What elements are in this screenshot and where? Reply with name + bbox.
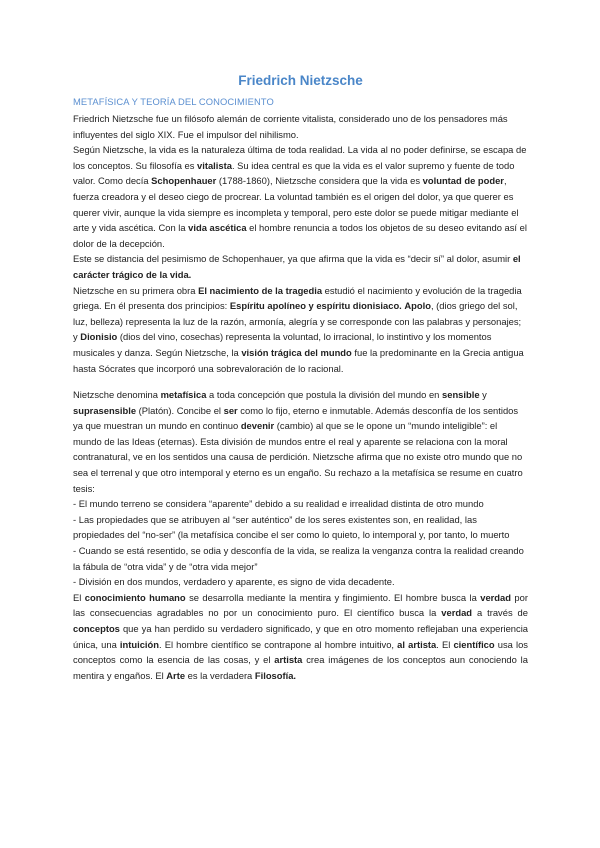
- text-run: . Su idea central es que la vida es el valor supremo y fuente de todo valor. Como decía: [73, 159, 515, 187]
- bold-term: Arte: [166, 669, 186, 681]
- text-run: es la verdadera: [185, 669, 255, 681]
- text-run: (cambio) al que se le opone un “mundo inteligible”: el mundo de las Ideas (eternas). Esta división de mundos entre el real y aparente se relaciona con la moral contranatural, ve en los sentidos una causa de perdición. Nietzsche afirma que no existe otro mundo que no sea el terrenal y que otro intemporal y eterno es un engaño. Su rechazo a la metafísica se resume en cuatro tesis:: [73, 420, 523, 494]
- bold-term: Filosofía.: [254, 669, 297, 681]
- bold-term: conocimiento humano: [84, 591, 186, 603]
- text-run: - Las propiedades que se atribuyen al “ser auténtico” de los seres existentes son, en realidad, las propiedades del “no-ser” (la metafísica concibe el ser como lo quieto, lo intemporal y, por tanto, lo muerto: [73, 513, 510, 541]
- bold-term: sensible: [442, 389, 480, 401]
- document-content: [73, 72, 528, 683]
- bold-term: el carácter trágico de la vida.: [73, 253, 521, 280]
- bold-term: vitalista: [197, 159, 232, 171]
- text-run: (1788-1860), Nietzsche considera que la vida es: [216, 175, 423, 187]
- text-run: crea imágenes de los conceptos aun conociendo la mentira y engaños. El: [73, 654, 528, 681]
- bold-term: ser: [223, 404, 238, 416]
- text-run: Según Nietzsche, la vida es la naturaleza última de toda realidad. La vida al no poder definirse, se escapa de los conceptos. Su filosofía es: [73, 144, 527, 171]
- paragraph: [73, 512, 528, 543]
- bold-term: suprasensible: [73, 404, 137, 416]
- paragraph: [73, 590, 528, 684]
- text-run: usa los conceptos como la esencia de las cosas, y el: [73, 638, 528, 666]
- paragraph: [73, 496, 528, 512]
- bold-term: El nacimiento de la tragedia: [198, 284, 323, 296]
- text-run: (Platón). Concibe el: [136, 404, 224, 416]
- paragraph: [73, 251, 528, 282]
- bold-term: científico: [453, 638, 495, 650]
- text-run: Este se distancia del pesimismo de Schopenhauer, ya que afirma que la vida es “decir sí” al dolor, asumir: [73, 253, 513, 265]
- paragraph: [73, 387, 528, 496]
- text-run: estudió el nacimiento y evolución de la tragedia griega. En él presenta dos principios:: [73, 284, 522, 312]
- paragraphs: [73, 111, 528, 683]
- paragraph: [73, 543, 528, 574]
- bold-term: al artista: [397, 638, 437, 650]
- bold-term: verdad: [441, 607, 473, 619]
- text-run: . El hombre científico se contrapone al hombre intuitivo,: [158, 638, 398, 650]
- bold-term: visión trágica del mundo: [241, 346, 352, 358]
- text-run: a toda concepción que postula la división del mundo en: [206, 389, 443, 401]
- text-run: fue la predominante en la Grecia antigua hasta Sócrates que incorporó una sobrevaloración de lo racional.: [73, 346, 524, 374]
- bold-term: Schopenhauer: [151, 175, 217, 187]
- paragraph-gap: [73, 376, 528, 387]
- text-run: - División en dos mundos, verdadero y aparente, es signo de vida decadente.: [73, 576, 395, 588]
- text-run: El: [73, 591, 85, 603]
- text-run: como lo fijo, eterno e inmutable. Además desconfía de los sentidos ya que muestran un mundo en continuo: [73, 404, 519, 432]
- bold-term: Espíritu apolíneo y espíritu dionisiaco.: [229, 300, 402, 312]
- bold-term: metafísica: [160, 389, 207, 401]
- section-heading: METAFÍSICA Y TEORÍA DEL CONOCIMIENTO: [73, 96, 274, 107]
- bold-term: Dionisio: [80, 331, 118, 343]
- text-run: y: [479, 389, 487, 401]
- text-run: a través de: [472, 607, 528, 619]
- bold-term: voluntad de poder: [422, 175, 504, 187]
- text-run: se desarrolla mediante la mentira y fingimiento. El hombre busca la: [185, 591, 481, 603]
- text-run: - El mundo terreno se considera “aparente” debido a su realidad e irrealidad distinta de otro mundo: [73, 498, 484, 510]
- text-run: Nietzsche en su primera obra: [73, 284, 199, 296]
- bold-term: Apolo: [404, 300, 431, 312]
- text-run: por las consecuencias agradables no por un conocimiento puro. El científico busca la: [73, 591, 528, 619]
- text-run: Friedrich Nietzsche fue un filósofo alemán de corriente vitalista, considerado uno de los pensadores más influyentes del siglo XIX. Fue el impulsor del nihilismo.: [73, 113, 508, 140]
- bold-term: vida ascética: [188, 222, 247, 234]
- bold-term: conceptos: [73, 623, 120, 634]
- paragraph: [73, 283, 528, 377]
- text-run: . El: [436, 638, 454, 650]
- text-run: (dios del vino, cosechas) representa la voluntad, lo irracional, lo instintivo y los momentos musicales y danza. Según Nietzsche, la: [73, 331, 492, 358]
- text-run: que ya han perdido su verdadero significado, y que en otro momento reflejaban una experiencia única, una: [73, 623, 528, 650]
- paragraph: [73, 574, 528, 590]
- text-run: - Cuando se está resentido, se odia y desconfía de la vida, se realiza la venganza contra la realidad creando la fábula de “otra vida” y de “otra vida mejor”: [73, 545, 524, 572]
- document-title: Friedrich Nietzsche: [238, 73, 363, 88]
- bold-term: verdad: [480, 591, 511, 603]
- text-run: Nietzsche denomina: [73, 389, 161, 401]
- bold-term: intuición: [119, 638, 159, 650]
- paragraph: [73, 111, 528, 142]
- bold-term: artista: [274, 654, 303, 666]
- text-run: , fuerza creadora y el deseo ciego de procrear. La voluntad también es el origen del dolor, ya que querer es querer vivir, aunque la vida siempre es incompleta y temporal, pero este dolor se puede mitigar mediante el arte y vida ascética. Con la: [73, 175, 519, 234]
- bold-term: devenir: [240, 420, 275, 432]
- paragraph: [73, 142, 528, 251]
- text-run: el hombre renuncia a todos los objetos de su deseo evitando así el dolor de la decepción.: [73, 222, 527, 249]
- text-run: , (dios griego del sol, luz, belleza) representa la luz de la razón, armonía, alegría y se corresponde con las palabras y personajes; y: [73, 300, 522, 343]
